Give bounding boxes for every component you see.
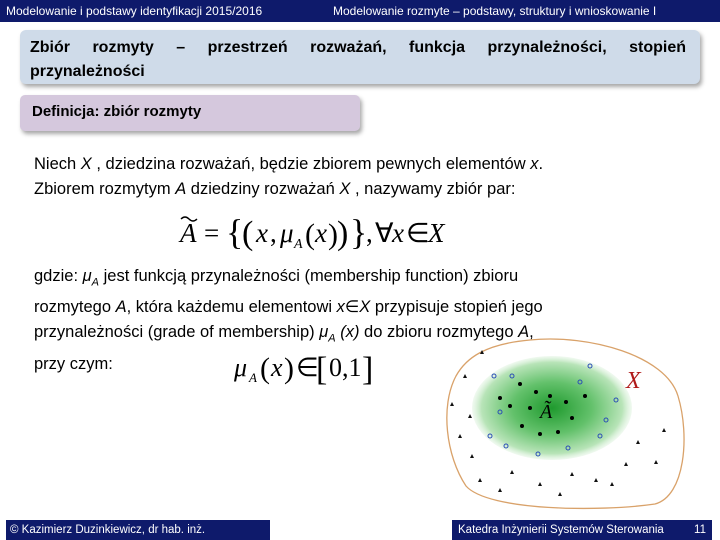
- svg-text:): ): [328, 218, 338, 251]
- page-number: 11: [694, 524, 706, 536]
- svg-text:(: (: [260, 352, 270, 385]
- svg-text:∈: ∈: [296, 353, 319, 382]
- text-line: Niech X , dziedzina rozważań, będzie zbiorem pewnych elementów x.: [34, 155, 544, 173]
- svg-text:(: (: [242, 215, 254, 252]
- svg-text:,: ,: [366, 218, 373, 248]
- text-line: przy czym:: [34, 354, 113, 373]
- svg-text:{: {: [226, 212, 244, 252]
- svg-text:x: x: [392, 218, 404, 248]
- membership-range-formula: [232, 344, 382, 388]
- svg-text:A: A: [294, 237, 303, 252]
- svg-text:]: ]: [362, 351, 374, 388]
- svg-text:x: x: [271, 353, 283, 382]
- svg-text:∈: ∈: [406, 218, 430, 248]
- svg-text:(: (: [305, 218, 315, 251]
- footer-author: [6, 520, 270, 540]
- header-bar: [0, 0, 720, 22]
- svg-text:A: A: [249, 370, 257, 385]
- text-line: przynależności (grade of membership) $\mu_A$ (x) do zbioru rozmytego A,: [34, 323, 534, 345]
- slide-title: Zbiór rozmyty – przestrzeń rozważań, funkcja przynależności, stopień przynależności: [30, 39, 686, 80]
- svg-text:x: x: [315, 218, 327, 248]
- author-text: © Kazimierz Duzinkiewicz, dr hab. inż.: [10, 524, 206, 536]
- fuzzy-set-diagram: [440, 336, 690, 514]
- universe-label: X: [626, 368, 641, 394]
- svg-text:,: ,: [270, 218, 277, 248]
- svg-text:): ): [337, 215, 349, 252]
- lecture-title: Modelowanie rozmyte – podstawy, struktury i wnioskowanie I: [333, 4, 657, 18]
- department-text: Katedra Inżynierii Systemów Sterowania: [458, 524, 664, 536]
- svg-text:A: A: [180, 218, 197, 248]
- text-line: rozmytego A, która każdemu elementowi x∈X przypisuje stopień jego: [34, 298, 543, 317]
- svg-text:=: =: [204, 218, 220, 248]
- footer-department: [452, 520, 712, 540]
- svg-text:[: [: [316, 351, 328, 388]
- svg-text:∀: ∀: [375, 218, 394, 248]
- svg-text:μ: μ: [280, 218, 294, 248]
- svg-text:0,1: 0,1: [329, 353, 362, 382]
- set-definition-formula: [176, 206, 466, 256]
- text-line: gdzie: $\mu_A$ jest funkcją przynależności (membership function) zbioru: [34, 267, 519, 289]
- definition-label: Definicja: zbiór rozmyty: [32, 103, 202, 120]
- svg-text:}: }: [350, 212, 368, 252]
- svg-text:x: x: [256, 218, 268, 248]
- svg-text:μ: μ: [234, 353, 248, 382]
- svg-text:): ): [284, 352, 294, 385]
- paragraph-intro: [34, 152, 543, 202]
- svg-text:X: X: [428, 218, 445, 248]
- course-title: Modelowanie i podstawy identyfikacji 2015/2016: [6, 4, 263, 18]
- text-line: Zbiorem rozmytym A dziedziny rozważań X , nazywamy zbiór par:: [34, 180, 516, 198]
- set-label: Ã: [540, 401, 553, 423]
